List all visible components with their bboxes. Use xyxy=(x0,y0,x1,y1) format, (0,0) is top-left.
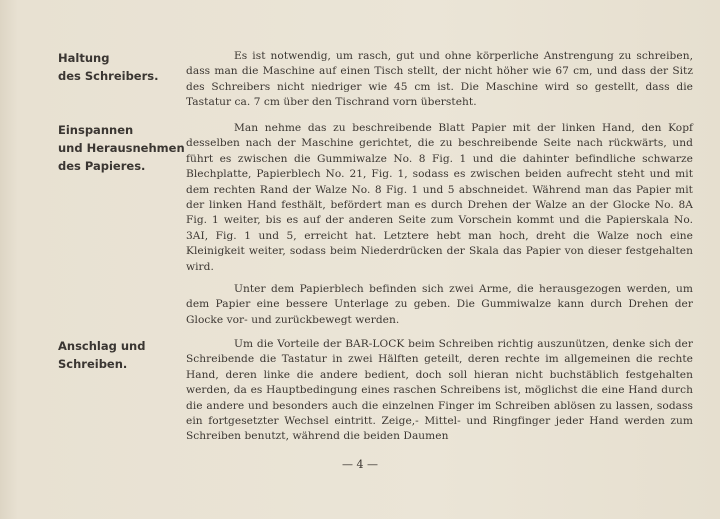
section-label-einspannen xyxy=(58,121,185,175)
section-label-haltung xyxy=(58,49,178,85)
paragraph-anschlag: Um die Vorteile der BAR-LOCK beim Schreiben richtig auszunützen, denke sich der Schreibende die Tastatur in zwei Hälften geteilt, deren rechte im allgemeinen die rechte Hand, deren linke die andere bedient, doch soll hieran nicht buchstäblich festgehalten werden, da es Hauptbedingung eines raschen Schreibens ist, möglichst die eine Hand durch die andere und besonders auch die einzelnen Finger im Schreiben ablösen zu lassen, sodass ein fortgesetzter Wechsel eintritt. Zeige,- Mittel- und Ringfinger jeder Hand werden zum Schreiben benutzt, während die beiden Daumen xyxy=(186,338,693,443)
section-label-line: und Herausnehmen xyxy=(58,141,185,155)
section-label-line: Einspannen xyxy=(58,123,134,137)
section-label-line: des Papieres. xyxy=(58,159,146,173)
section-label-line: des Schreibers. xyxy=(58,69,159,83)
section-label-line: Haltung xyxy=(58,51,110,65)
paragraph-haltung: Es ist notwendig, um rasch, gut und ohne körperliche Anstrengung zu schreiben, dass man die Maschine auf einen Tisch stellt, der nicht höher wie 67 cm, und dass der Sitz des Schreibers nicht niedriger wie 45 cm ist. Die Maschine wird so gestellt, dass die Tastatur ca. 7 cm über den Tischrand vorn übersteht. xyxy=(186,50,693,109)
paragraph-einspannen: Man nehme das zu beschreibende Blatt Papier mit der linken Hand, den Kopf desselben nach der Maschine gerichtet, die zu beschreibende Seite nach rückwärts, und führt es zwischen die Gummiwalze No. 8 Fig. 1 und die dahinter befindliche schwarze Blechplatte, Papierblech No. 21, Fig. 1, sodass es zwischen beiden aufrecht steht und mit dem rechten Rand der Walze No. 8 Fig. 1 und 5 abschneidet. Während man das Papier mit der linken Hand festhält, befördert man es durch Drehen der Walze an der Glocke No. 8A Fig. 1 weiter, bis es auf der anderen Seite zum Vorschein kommt und die Papierskala No. 3AI, Fig. 1 und 5, erreicht hat. Letztere hebt man hoch, dreht die Walze noch eine Kleinigkeit weiter, sodass beim Niederdrücken der Skala das Papier von dieser festgehalten wird. xyxy=(186,122,693,273)
section-label-anschlag xyxy=(58,337,178,373)
section-label-line: Anschlag und xyxy=(58,339,146,353)
section-label-line: Schreiben. xyxy=(58,357,128,371)
page-number: — 4 — xyxy=(342,458,378,471)
paragraph-papierblech: Unter dem Papierblech befinden sich zwei Arme, die herausgezogen werden, um dem Papier eine bessere Unterlage zu geben. Die Gummiwalze kann durch Drehen der Glocke vor- und zurückbewegt werden. xyxy=(186,283,693,326)
